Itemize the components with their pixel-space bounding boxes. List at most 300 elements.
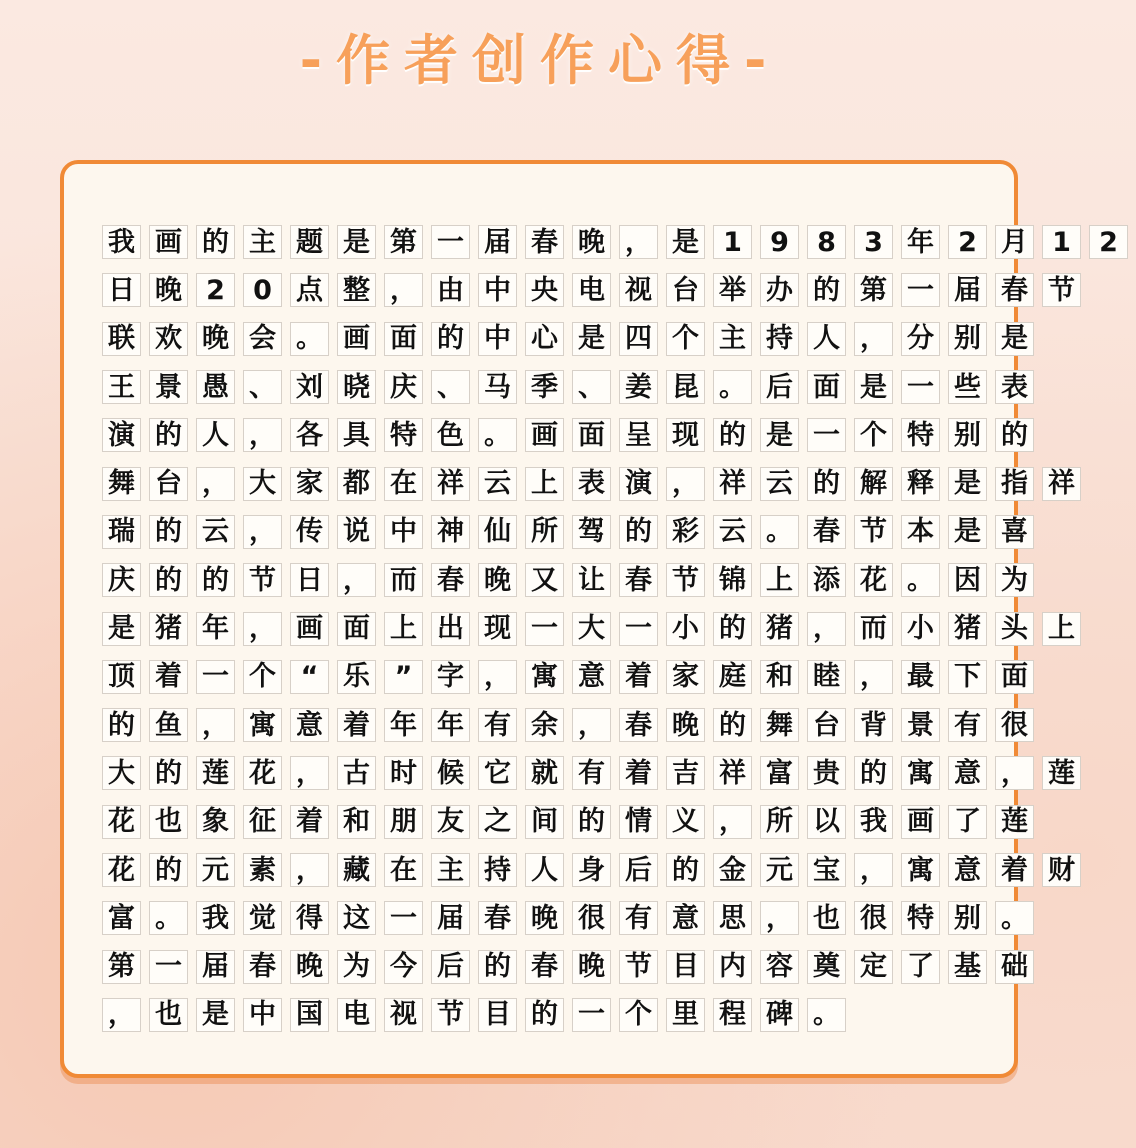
grid-cell: 晚	[290, 950, 329, 984]
grid-cell: 的	[713, 418, 752, 452]
grid-cell: 庆	[102, 563, 141, 597]
grid-cell: 有	[478, 708, 517, 742]
grid-cell: 大	[102, 756, 141, 790]
grid-cell: 着	[619, 660, 658, 694]
grid-cell: 意	[290, 708, 329, 742]
grid-cell: 为	[337, 950, 376, 984]
grid-cell: 我	[102, 225, 141, 259]
grid-cell: 点	[290, 273, 329, 307]
essay-line	[102, 749, 1136, 797]
grid-cell: ，	[713, 805, 752, 839]
grid-cell: 是	[948, 515, 987, 549]
grid-cell: 让	[572, 563, 611, 597]
grid-cell: 寓	[243, 708, 282, 742]
grid-cell: ，	[478, 660, 517, 694]
grid-cell: 背	[854, 708, 893, 742]
grid-cell: 有	[948, 708, 987, 742]
grid-cell: 节	[1042, 273, 1081, 307]
grid-cell: 上	[525, 467, 564, 501]
grid-cell: 。	[995, 901, 1034, 935]
grid-cell: 持	[760, 322, 799, 356]
essay-line	[102, 315, 1136, 363]
grid-cell: 3	[854, 225, 893, 259]
grid-cell: 意	[666, 901, 705, 935]
grid-cell: 以	[807, 805, 846, 839]
grid-cell: 春	[243, 950, 282, 984]
grid-cell: 节	[619, 950, 658, 984]
grid-cell: 驾	[572, 515, 611, 549]
grid-cell: 着	[337, 708, 376, 742]
grid-cell: 上	[1042, 612, 1081, 646]
grid-cell: 小	[666, 612, 705, 646]
grid-cell: 和	[760, 660, 799, 694]
grid-cell: 我	[854, 805, 893, 839]
grid-cell: 是	[572, 322, 611, 356]
grid-cell: 晚	[572, 225, 611, 259]
grid-cell: 0	[243, 273, 282, 307]
grid-cell: 些	[948, 370, 987, 404]
essay-line	[102, 846, 1136, 894]
page-title: -作者创作心得-	[299, 29, 781, 92]
grid-cell: 后	[760, 370, 799, 404]
grid-cell: 姜	[619, 370, 658, 404]
grid-cell: 云	[196, 515, 235, 549]
grid-cell: ”	[384, 660, 423, 694]
grid-cell: ，	[290, 756, 329, 790]
grid-cell: 猪	[760, 612, 799, 646]
grid-cell: 个	[854, 418, 893, 452]
grid-cell: 思	[713, 901, 752, 935]
grid-cell: 马	[478, 370, 517, 404]
grid-cell: 大	[572, 612, 611, 646]
grid-cell: 祥	[1042, 467, 1081, 501]
grid-cell: 时	[384, 756, 423, 790]
grid-cell: ，	[243, 418, 282, 452]
grid-cell: 心	[525, 322, 564, 356]
grid-cell: 说	[337, 515, 376, 549]
grid-cell: 友	[431, 805, 470, 839]
grid-cell: 会	[243, 322, 282, 356]
grid-cell: 晚	[666, 708, 705, 742]
grid-cell: 莲	[995, 805, 1034, 839]
grid-cell: 刘	[290, 370, 329, 404]
grid-cell: 一	[384, 901, 423, 935]
grid-cell: 届	[478, 225, 517, 259]
grid-cell: 办	[760, 273, 799, 307]
grid-cell: 一	[431, 225, 470, 259]
grid-cell: 人	[807, 322, 846, 356]
grid-cell: 也	[149, 805, 188, 839]
grid-cell: 都	[337, 467, 376, 501]
grid-cell: 上	[384, 612, 423, 646]
grid-cell: 贵	[807, 756, 846, 790]
grid-cell: 晚	[525, 901, 564, 935]
grid-cell: 画	[290, 612, 329, 646]
grid-cell: 表	[995, 370, 1034, 404]
grid-cell: 特	[901, 418, 940, 452]
grid-cell: 主	[431, 853, 470, 887]
essay-line	[102, 701, 1136, 749]
grid-cell: 一	[525, 612, 564, 646]
grid-cell: 视	[619, 273, 658, 307]
grid-cell: 的	[431, 322, 470, 356]
grid-cell: 2	[1089, 225, 1128, 259]
grid-cell: 特	[901, 901, 940, 935]
grid-cell: 宝	[807, 853, 846, 887]
grid-cell: 的	[713, 612, 752, 646]
grid-cell: 征	[243, 805, 282, 839]
grid-cell: 之	[478, 805, 517, 839]
essay-line	[102, 411, 1136, 459]
grid-cell: 春	[619, 563, 658, 597]
grid-cell: 莲	[196, 756, 235, 790]
essay-line	[102, 991, 1136, 1039]
grid-cell: 意	[572, 660, 611, 694]
grid-cell: 很	[854, 901, 893, 935]
essay-line	[102, 218, 1136, 266]
grid-cell: 2	[196, 273, 235, 307]
grid-cell: 1	[1042, 225, 1081, 259]
grid-cell: ，	[666, 467, 705, 501]
grid-cell: 演	[102, 418, 141, 452]
grid-cell: 花	[854, 563, 893, 597]
grid-cell: 年	[196, 612, 235, 646]
grid-cell: 由	[431, 273, 470, 307]
grid-cell: 基	[948, 950, 987, 984]
grid-cell: 有	[619, 901, 658, 935]
grid-cell: 又	[525, 563, 564, 597]
grid-cell: 日	[290, 563, 329, 597]
grid-cell: 本	[901, 515, 940, 549]
grid-cell: ，	[243, 515, 282, 549]
grid-cell: 字	[431, 660, 470, 694]
grid-cell: 色	[431, 418, 470, 452]
grid-cell: 主	[713, 322, 752, 356]
grid-cell: 央	[525, 273, 564, 307]
grid-cell: 是	[948, 467, 987, 501]
grid-cell: 的	[995, 418, 1034, 452]
grid-cell: 是	[854, 370, 893, 404]
grid-cell: 中	[243, 998, 282, 1032]
grid-cell: 寓	[901, 853, 940, 887]
grid-cell: 因	[948, 563, 987, 597]
grid-cell: 台	[149, 467, 188, 501]
grid-cell: 联	[102, 322, 141, 356]
grid-cell: 季	[525, 370, 564, 404]
grid-cell: 寓	[901, 756, 940, 790]
grid-cell: 别	[948, 901, 987, 935]
essay-line	[102, 798, 1136, 846]
grid-cell: 义	[666, 805, 705, 839]
grid-cell: 元	[760, 853, 799, 887]
grid-cell: 各	[290, 418, 329, 452]
grid-cell: 我	[196, 901, 235, 935]
grid-cell: 一	[149, 950, 188, 984]
grid-cell: 也	[149, 998, 188, 1032]
grid-cell: ，	[619, 225, 658, 259]
grid-cell: 富	[760, 756, 799, 790]
grid-cell: 上	[760, 563, 799, 597]
grid-cell: 所	[760, 805, 799, 839]
grid-cell: 晚	[196, 322, 235, 356]
grid-cell: 有	[572, 756, 611, 790]
grid-cell: 届	[196, 950, 235, 984]
grid-cell: 的	[713, 708, 752, 742]
grid-cell: 中	[478, 273, 517, 307]
grid-cell: 国	[290, 998, 329, 1032]
grid-cell: 着	[619, 756, 658, 790]
grid-cell: 得	[290, 901, 329, 935]
grid-cell: 持	[478, 853, 517, 887]
grid-cell: 彩	[666, 515, 705, 549]
grid-cell: 画	[901, 805, 940, 839]
grid-cell: 画	[525, 418, 564, 452]
grid-cell: 和	[337, 805, 376, 839]
grid-cell: 指	[995, 467, 1034, 501]
grid-cell: 元	[196, 853, 235, 887]
grid-cell: 节	[431, 998, 470, 1032]
grid-cell: 中	[478, 322, 517, 356]
grid-cell: 、	[243, 370, 282, 404]
grid-cell: 它	[478, 756, 517, 790]
grid-cell: 年	[431, 708, 470, 742]
grid-cell: 一	[807, 418, 846, 452]
grid-cell: 的	[807, 467, 846, 501]
grid-cell: 的	[149, 515, 188, 549]
grid-cell: 庆	[384, 370, 423, 404]
grid-cell: 下	[948, 660, 987, 694]
grid-cell: 的	[807, 273, 846, 307]
grid-cell: 愚	[196, 370, 235, 404]
grid-cell: 。	[478, 418, 517, 452]
grid-cell: 了	[901, 950, 940, 984]
grid-cell: 9	[760, 225, 799, 259]
grid-cell: 人	[196, 418, 235, 452]
grid-cell: 花	[243, 756, 282, 790]
grid-cell: 定	[854, 950, 893, 984]
grid-cell: 晚	[478, 563, 517, 597]
essay-panel	[60, 160, 1118, 1078]
grid-cell: 春	[619, 708, 658, 742]
grid-cell: 具	[337, 418, 376, 452]
grid-cell: 一	[619, 612, 658, 646]
grid-cell: 是	[337, 225, 376, 259]
grid-cell: 演	[619, 467, 658, 501]
grid-cell: 舞	[760, 708, 799, 742]
grid-cell: 而	[854, 612, 893, 646]
grid-cell: 庭	[713, 660, 752, 694]
grid-cell: 里	[666, 998, 705, 1032]
grid-cell: 小	[901, 612, 940, 646]
grid-cell: 祥	[713, 756, 752, 790]
grid-cell: 。	[713, 370, 752, 404]
grid-cell: 月	[995, 225, 1034, 259]
grid-cell: 祥	[713, 467, 752, 501]
grid-cell: 晚	[572, 950, 611, 984]
grid-cell: 家	[290, 467, 329, 501]
grid-cell: 喜	[995, 515, 1034, 549]
grid-cell: ，	[807, 612, 846, 646]
grid-cell: 顶	[102, 660, 141, 694]
grid-cell: 节	[854, 515, 893, 549]
grid-cell: ，	[995, 756, 1034, 790]
grid-cell: 中	[384, 515, 423, 549]
grid-cell: 春	[431, 563, 470, 597]
grid-cell: 台	[666, 273, 705, 307]
grid-cell: 的	[525, 998, 564, 1032]
grid-cell: 面	[384, 322, 423, 356]
grid-cell: 舞	[102, 467, 141, 501]
grid-cell: 晚	[149, 273, 188, 307]
essay-line	[102, 363, 1136, 411]
grid-cell: 景	[901, 708, 940, 742]
grid-cell: 电	[337, 998, 376, 1032]
grid-cell: 别	[948, 418, 987, 452]
grid-cell: ，	[243, 612, 282, 646]
grid-cell: 的	[149, 563, 188, 597]
grid-cell: 第	[384, 225, 423, 259]
grid-cell: 第	[854, 273, 893, 307]
grid-cell: 猪	[149, 612, 188, 646]
grid-cell: 大	[243, 467, 282, 501]
grid-cell: 容	[760, 950, 799, 984]
grid-cell: 。	[290, 322, 329, 356]
grid-cell: 朋	[384, 805, 423, 839]
grid-cell: 云	[713, 515, 752, 549]
grid-cell: 的	[149, 853, 188, 887]
grid-cell: 1	[713, 225, 752, 259]
essay-grid	[102, 218, 1136, 1039]
grid-cell: 的	[854, 756, 893, 790]
grid-cell: 的	[102, 708, 141, 742]
essay-line	[102, 942, 1136, 990]
grid-cell: 着	[149, 660, 188, 694]
grid-cell: 传	[290, 515, 329, 549]
grid-cell: 花	[102, 853, 141, 887]
grid-cell: 添	[807, 563, 846, 597]
grid-cell: 解	[854, 467, 893, 501]
grid-cell: 题	[290, 225, 329, 259]
grid-cell: 了	[948, 805, 987, 839]
grid-cell: 春	[525, 225, 564, 259]
grid-cell: 是	[196, 998, 235, 1032]
grid-cell: 在	[384, 467, 423, 501]
grid-cell: 一	[196, 660, 235, 694]
grid-cell: 分	[901, 322, 940, 356]
grid-cell: 举	[713, 273, 752, 307]
grid-cell: 第	[102, 950, 141, 984]
grid-cell: 别	[948, 322, 987, 356]
grid-cell: 着	[290, 805, 329, 839]
grid-cell: 富	[102, 901, 141, 935]
grid-cell: 面	[995, 660, 1034, 694]
grid-cell: 也	[807, 901, 846, 935]
essay-line	[102, 459, 1136, 507]
grid-cell: 春	[995, 273, 1034, 307]
grid-cell: 面	[807, 370, 846, 404]
grid-cell: ，	[102, 998, 141, 1032]
grid-cell: 础	[995, 950, 1034, 984]
grid-cell: 目	[666, 950, 705, 984]
grid-cell: 就	[525, 756, 564, 790]
grid-cell: 情	[619, 805, 658, 839]
grid-cell: 素	[243, 853, 282, 887]
grid-cell: 祥	[431, 467, 470, 501]
grid-cell: 金	[713, 853, 752, 887]
grid-cell: 台	[807, 708, 846, 742]
grid-cell: 锦	[713, 563, 752, 597]
grid-cell: 是	[760, 418, 799, 452]
grid-cell: 财	[1042, 853, 1081, 887]
grid-cell: 碑	[760, 998, 799, 1032]
grid-cell: 目	[478, 998, 517, 1032]
grid-cell: 现	[478, 612, 517, 646]
grid-cell: 最	[901, 660, 940, 694]
grid-cell: 觉	[243, 901, 282, 935]
grid-cell: 瑞	[102, 515, 141, 549]
grid-cell: 春	[478, 901, 517, 935]
grid-cell: 呈	[619, 418, 658, 452]
grid-cell: 人	[525, 853, 564, 887]
grid-cell: 头	[995, 612, 1034, 646]
grid-cell: 春	[525, 950, 564, 984]
grid-cell: 2	[948, 225, 987, 259]
grid-cell: 一	[901, 370, 940, 404]
grid-cell: 候	[431, 756, 470, 790]
grid-cell: ，	[337, 563, 376, 597]
grid-cell: 节	[666, 563, 705, 597]
grid-cell: 个	[243, 660, 282, 694]
grid-cell: 届	[431, 901, 470, 935]
grid-cell: 是	[102, 612, 141, 646]
grid-cell: ，	[572, 708, 611, 742]
grid-cell: 现	[666, 418, 705, 452]
grid-cell: 奠	[807, 950, 846, 984]
grid-cell: 晓	[337, 370, 376, 404]
essay-line	[102, 894, 1136, 942]
grid-cell: 意	[948, 756, 987, 790]
grid-cell: 今	[384, 950, 423, 984]
grid-cell: 是	[666, 225, 705, 259]
grid-cell: 后	[619, 853, 658, 887]
grid-cell: 仙	[478, 515, 517, 549]
grid-cell: 莲	[1042, 756, 1081, 790]
grid-cell: 四	[619, 322, 658, 356]
grid-cell: 特	[384, 418, 423, 452]
grid-cell: 景	[149, 370, 188, 404]
grid-cell: 一	[901, 273, 940, 307]
grid-cell: 欢	[149, 322, 188, 356]
grid-cell: 是	[995, 322, 1034, 356]
grid-cell: 昆	[666, 370, 705, 404]
grid-cell: 着	[995, 853, 1034, 887]
grid-cell: 神	[431, 515, 470, 549]
grid-cell: ，	[196, 467, 235, 501]
grid-cell: 一	[572, 998, 611, 1032]
grid-cell: 届	[948, 273, 987, 307]
grid-cell: ，	[854, 660, 893, 694]
grid-cell: 的	[196, 225, 235, 259]
grid-cell: 鱼	[149, 708, 188, 742]
essay-line	[102, 266, 1136, 314]
grid-cell: 。	[760, 515, 799, 549]
grid-cell: ，	[384, 273, 423, 307]
grid-cell: 整	[337, 273, 376, 307]
grid-cell: 表	[572, 467, 611, 501]
grid-cell: 猪	[948, 612, 987, 646]
grid-cell: 吉	[666, 756, 705, 790]
essay-line	[102, 653, 1136, 701]
